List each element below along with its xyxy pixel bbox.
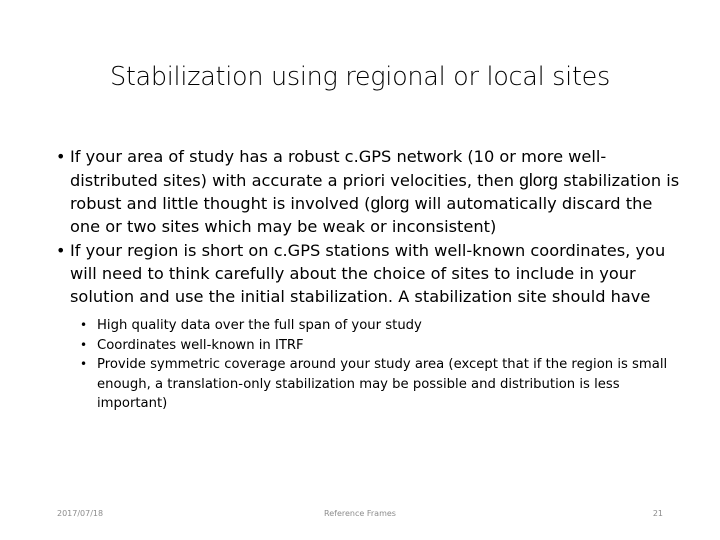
sub-bullet-item-1 — [55, 316, 685, 336]
footer-date: 2017/07/18 — [57, 509, 104, 518]
sub-bullet-2-text: Coordinates well-known in ITRF — [97, 337, 304, 353]
sub-bullet-3-text: Provide symmetric coverage around your study area (except that if the region is small enough, a translation-only stabilization may be possible and distribution is less important) — [97, 357, 668, 412]
slide-title: Stabilization using regional or local sites — [109, 62, 611, 92]
footer-page-number: 21 — [652, 509, 663, 518]
sub-bullet-1-text: High quality data over the full span of your study — [97, 318, 422, 334]
sub-bullet-item-2 — [55, 336, 685, 356]
bullet-dot: • — [56, 147, 66, 166]
sub-bullet-list — [55, 316, 685, 414]
bullet-1-text-b: stabilization is robust and little thought is involved ( — [70, 170, 680, 214]
bullet-item-1 — [55, 146, 685, 238]
sub-bullet-item-3 — [55, 355, 685, 414]
bullet-dot: • — [80, 318, 88, 333]
bullet-1-glorg-1: glorg — [519, 169, 559, 190]
bullet-dot: • — [80, 337, 88, 352]
bullet-1-text-c: will automatically discard the one or two sites which may be weak or inconsistent) — [70, 194, 653, 236]
footer-title: Reference Frames — [324, 509, 396, 518]
bullet-2-text: If your region is short on c.GPS stations with well-known coordinates, you will need to think carefully about the choice of sites to include in your solution and use the initial stabilization. A stabilization site should have — [70, 241, 666, 306]
bullet-dot: • — [80, 357, 88, 372]
slide-body — [55, 146, 685, 414]
bullet-1-glorg-2: glorg — [370, 193, 410, 214]
bullet-dot: • — [56, 241, 66, 261]
bullet-1-text-a: If your area of study has a robust c.GPS network (10 or more well-distributed sites) with accurate a priori velocities, then — [70, 147, 607, 190]
bullet-item-2 — [55, 240, 685, 308]
